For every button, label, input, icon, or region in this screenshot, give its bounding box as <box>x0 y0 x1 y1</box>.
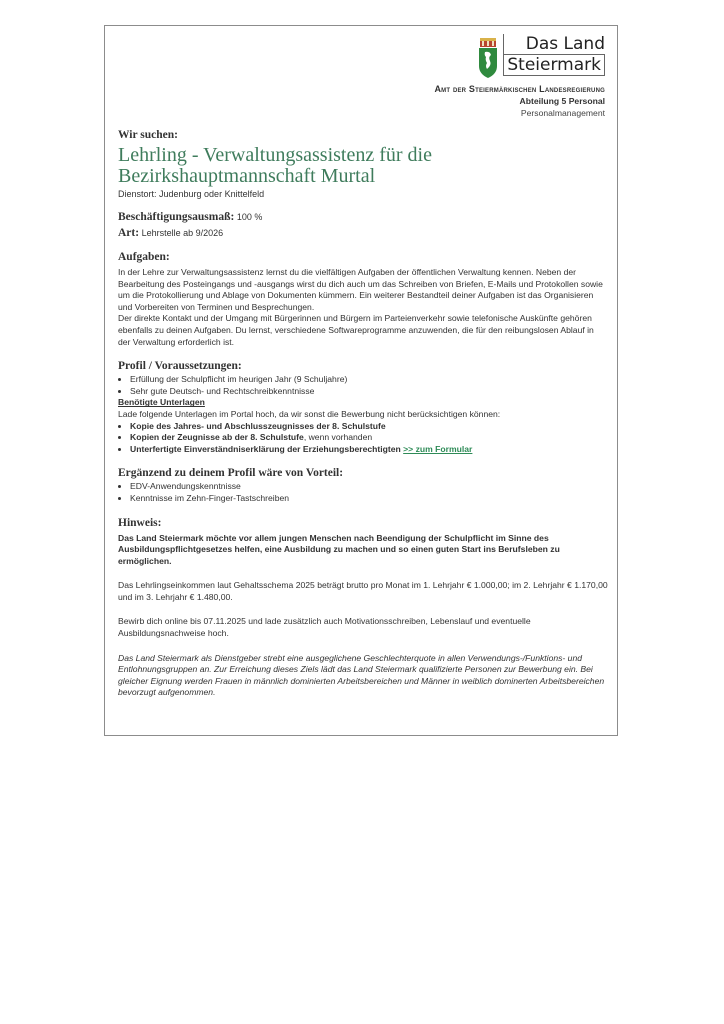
advantage-list <box>118 481 608 504</box>
employment-value: 100 % <box>236 212 263 222</box>
job-posting <box>118 129 608 699</box>
equality-text: Das Land Steiermark als Dienstgeber strebt eine ausgeglichene Geschlechterquote in allen Verwendungs-/Funktions- und Entlohnungsgruppen an. Zur Erreichung dieses Ziels lädt das Land Steiermark qualifizierte Personen zur Bewerbung ein. Bei gleicher Eignung werden Frauen in männlich dominierten Arbeitsbereichen und Männer in weiblich dominerten Arbeitsbereichen bevorzugt aufgenommen. <box>118 652 605 698</box>
type-value: Lehrstelle ab 9/2026 <box>141 228 224 238</box>
document-item-bold: Unterfertigte Einverständniserklärung der Erziehungsberechtigten <box>130 443 401 454</box>
intro-label: Wir suchen: <box>118 129 178 141</box>
job-location: Dienstort: Judenburg oder Knittelfeld <box>118 189 265 199</box>
logo-line2: Steiermark <box>503 54 605 76</box>
document-item <box>130 444 608 456</box>
documents-intro: Lade folgende Unterlagen im Portal hoch, da wir sonst die Bewerbung nicht berücksichtigen können: <box>118 408 501 419</box>
documents-heading: Benötigte Unterlagen <box>118 397 205 408</box>
profile-item: • Erfüllung der Schulpflicht im heurigen Jahr (9 Schuljahre) <box>130 374 608 386</box>
document-item-bold: Kopien der Zeugnisse ab der 8. Schulstufe <box>130 432 304 443</box>
job-title-line1: Lehrling - Verwaltungsassistenz für die <box>118 144 432 166</box>
salary-text: Das Lehrlingseinkommen laut Gehaltsschema 2025 beträgt brutto pro Monat im 1. Lehrjahr € 1.000,00; im 2. Lehrjahr € 1.170,00 und im 3. Lehrjahr € 1.480,00. <box>118 580 608 602</box>
tasks-section <box>118 251 608 348</box>
notice-section <box>118 517 608 700</box>
form-link[interactable]: >> zum Formular <box>403 443 473 454</box>
document-frame <box>104 25 618 736</box>
notice-heading: Hinweis: <box>118 516 162 529</box>
type-label: Art: <box>118 227 140 239</box>
apply-text: Bewirb dich online bis 07.11.2025 und lade zusätzlich auch Motivationsschreiben, Lebenslauf und eventuelle Ausbildungsnachweise hoch. <box>118 616 531 639</box>
logo-wordmark <box>503 34 605 76</box>
department-name: Abteilung 5 Personal <box>519 96 605 106</box>
type-row <box>118 227 608 239</box>
tasks-paragraph-1: In der Lehre zur Verwaltungsassistenz lernst du die vielfältigen Aufgaben der öffentlichen Verwaltung kennen. Neben der Bearbeitung des Posteingangs und -ausgangs wirst du dich auch um das Schreiben von Briefen, E-Mails und Protokollen sowie um die Protokollierung und Ablage von Dokumenten kümmern. Ein weiterer Bestandteil deiner Aufgaben ist das Organisieren und Vorbereiten von Terminen und Besprechungen. <box>118 267 603 312</box>
profile-heading: Profil / Voraussetzungen: <box>118 360 242 373</box>
styrian-crest-icon <box>477 36 499 80</box>
employment-row <box>118 211 608 223</box>
logo-line1: Das Land <box>503 34 605 54</box>
header <box>434 34 605 118</box>
document-item-rest: , wenn vorhanden <box>303 432 373 443</box>
office-name: Amt der Steiermärkischen Landesregierung <box>434 84 605 94</box>
logo <box>434 34 605 80</box>
job-title-line2: Bezirkshauptmannschaft Murtal <box>118 165 376 187</box>
job-meta <box>118 211 608 239</box>
document-item <box>130 432 608 444</box>
unit-name: Personalmanagement <box>520 108 605 118</box>
document-item-bold: Kopie des Jahres- und Abschlusszeugnisses der 8. Schulstufe <box>130 420 386 431</box>
documents-list <box>118 421 608 456</box>
profile-list <box>118 374 608 397</box>
employment-label: Beschäftigungsausmaß: <box>118 211 235 223</box>
notice-bold-text: Das Land Steiermark möchte vor allem jungen Menschen nach Beendigung der Schulpflicht im Sinne des Ausbildungspflichtgesetzes helfen, eine Ausbildung zu machen und so einen guten Start ins Berufsleben zu ermöglichen. <box>118 532 560 566</box>
profile-item: • Sehr gute Deutsch- und Rechtschreibkenntnisse <box>130 386 608 398</box>
advantage-item: • Kenntnisse im Zehn-Finger-Tastschreiben <box>130 493 608 505</box>
document-item <box>130 421 608 433</box>
advantage-heading: Ergänzend zu deinem Profil wäre von Vorteil: <box>118 467 344 480</box>
profile-section <box>118 360 608 455</box>
tasks-heading: Aufgaben: <box>118 251 170 263</box>
tasks-paragraph-2: Der direkte Kontakt und der Umgang mit Bürgerinnen und Bürgern im Parteienverkehr sowie telefonische Auskünfte gehören ebenfalls zu deinen Aufgaben. Du lernst, verschiedene Softwareprogramme anzuwenden, die für den reibungslosen Ablauf in der Verwaltung erforderlich ist. <box>118 313 594 347</box>
job-title <box>118 145 608 187</box>
advantage-section <box>118 467 608 504</box>
advantage-item: • EDV-Anwendungskenntnisse <box>130 481 608 493</box>
